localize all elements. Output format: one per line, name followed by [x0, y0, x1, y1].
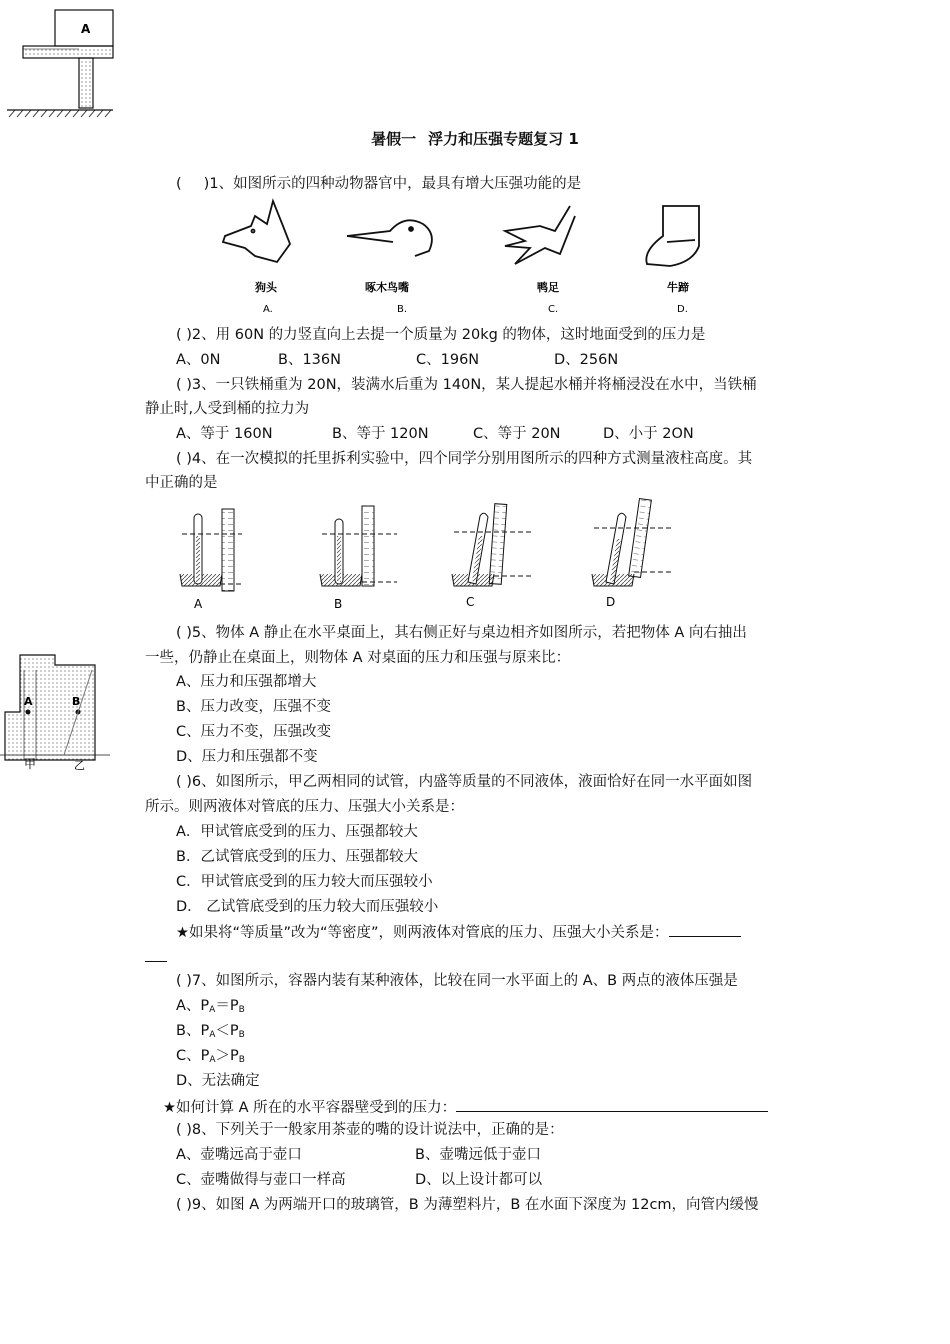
- question-7: ( )7、如图所示，容器内装有某种液体，比较在同一水平面上的 A、B 两点的液体压强是: [176, 973, 738, 989]
- animal-letter-b: B.: [397, 304, 408, 315]
- animal-name-b: 啄木鸟嘴: [365, 281, 409, 294]
- setup-b: [320, 506, 397, 611]
- setup-c: [452, 504, 532, 609]
- animal-name-d: 牛蹄: [667, 281, 689, 294]
- question-6-star: ★如果将“等质量”改为“等密度”，则两液体对管底的压力、压强大小关系是：: [176, 921, 741, 943]
- question-5-line1: ( )5、物体 A 静止在水平桌面上，其右侧正好与桌边相齐如图所示，若把物体 A 向右抽出: [176, 625, 747, 641]
- question-2: ( )2、用 60N 的力竖直向上去提一个质量为 20kg 的物体，这时地面受到的压力是: [176, 327, 706, 343]
- question-7-option-d: D、无法确定: [176, 1073, 260, 1089]
- block-a-label: A: [81, 22, 91, 36]
- woodpecker-head-icon: [347, 220, 432, 256]
- duck-foot-icon: [505, 206, 575, 264]
- animal-letter-d: D.: [677, 304, 688, 315]
- question-8-options-row2: C、壶嘴做得与壶口一样高 D、以上设计都可以: [176, 1172, 543, 1188]
- question-5-option-a: A、压力和压强都增大: [176, 674, 317, 690]
- question-4-line2: 中正确的是: [145, 475, 218, 491]
- setup-a: [180, 509, 242, 611]
- table-block-figure: [5, 5, 115, 120]
- animal-organs-figure: [215, 196, 715, 318]
- question-5-option-c: C、压力不变，压强改变: [176, 724, 332, 740]
- question-7-star: ★如何计算 A 所在的水平容器壁受到的压力：: [163, 1096, 768, 1118]
- setup-label-d: D: [606, 595, 616, 609]
- tube-yi-label: 乙: [74, 759, 85, 770]
- question-5-option-b: B、压力改变，压强不变: [176, 699, 331, 715]
- container-figure: [0, 650, 110, 770]
- animal-letter-a: A.: [263, 304, 273, 315]
- point-b-label: B: [72, 695, 81, 708]
- tube-jia-label: 甲: [24, 757, 37, 770]
- point-a-label: A: [24, 695, 33, 708]
- question-6-option-c: C．甲试管底受到的压力较大而压强较小: [176, 874, 433, 890]
- answer-blank-continued[interactable]: [145, 946, 167, 968]
- setup-d: [592, 499, 672, 609]
- question-7-option-b: B、$P_A<P_B$: [176, 1023, 245, 1040]
- question-2-options: A、0N B、136N C、196N D、256N: [176, 352, 619, 368]
- animal-name-a: 狗头: [255, 281, 277, 294]
- animal-letter-c: C.: [548, 304, 559, 315]
- question-5-option-d: D、压力和压强都不变: [176, 749, 318, 765]
- cow-hoof-icon: [646, 206, 699, 266]
- question-8: ( )8、下列关于一般家用茶壶的嘴的设计说法中，正确的是：: [176, 1122, 564, 1138]
- question-9: ( )9、如图 A 为两端开口的玻璃管，B 为薄塑料片，B 在水面下深度为 12cm，向管内缓慢: [176, 1197, 759, 1213]
- dog-head-icon: [223, 201, 290, 262]
- setup-label-b: B: [334, 597, 343, 611]
- question-6-line1: ( )6、如图所示，甲乙两相同的试管，内盛等质量的不同液体，液面恰好在同一水平面如图: [176, 774, 753, 790]
- question-6-option-a: A．甲试管底受到的压力、压强都较大: [176, 824, 418, 840]
- setup-label-c: C: [466, 595, 475, 609]
- question-5-line2: 一些，仍静止在桌面上，则物体 A 对桌面的压力和压强与原来比：: [145, 650, 571, 666]
- page-title: 暑假一 浮力和压强专题复习 1: [371, 130, 579, 148]
- question-3-line2: 静止时,人受到桶的拉力为: [145, 401, 310, 417]
- question-6-option-d: D． 乙试管底受到的压力较大而压强较小: [176, 899, 439, 915]
- question-3-line1: ( )3、一只铁桶重为 20N，装满水后重为 140N，某人提起水桶并将桶浸没在水中，当铁桶: [176, 377, 757, 393]
- setup-label-a: A: [194, 597, 203, 611]
- question-1: ( )1、如图所示的四种动物器官中，最具有增大压强功能的是: [176, 176, 582, 192]
- question-6-line2: 所示。则两液体对管底的压力、压强大小关系是：: [145, 799, 464, 815]
- answer-blank-7[interactable]: [456, 1096, 768, 1112]
- question-6-option-b: B．乙试管底受到的压力、压强都较大: [176, 849, 418, 865]
- question-3-options: A、等于 160N B、等于 120N C、等于 20N D、小于 2ON: [176, 426, 694, 442]
- question-7-option-c: C、$P_A>P_B$: [176, 1048, 245, 1065]
- question-8-options-row1: A、壶嘴远高于壶口 B、壶嘴远低于壶口: [176, 1147, 541, 1163]
- question-4-line1: ( )4、在一次模拟的托里拆利实验中，四个同学分别用图所示的四种方式测量液柱高度。其: [176, 451, 753, 467]
- torricelli-figure: [172, 494, 682, 614]
- question-7-option-a: A、$P_A=P_B$: [176, 998, 245, 1015]
- answer-blank[interactable]: [669, 921, 741, 937]
- animal-name-c: 鸭足: [537, 281, 559, 294]
